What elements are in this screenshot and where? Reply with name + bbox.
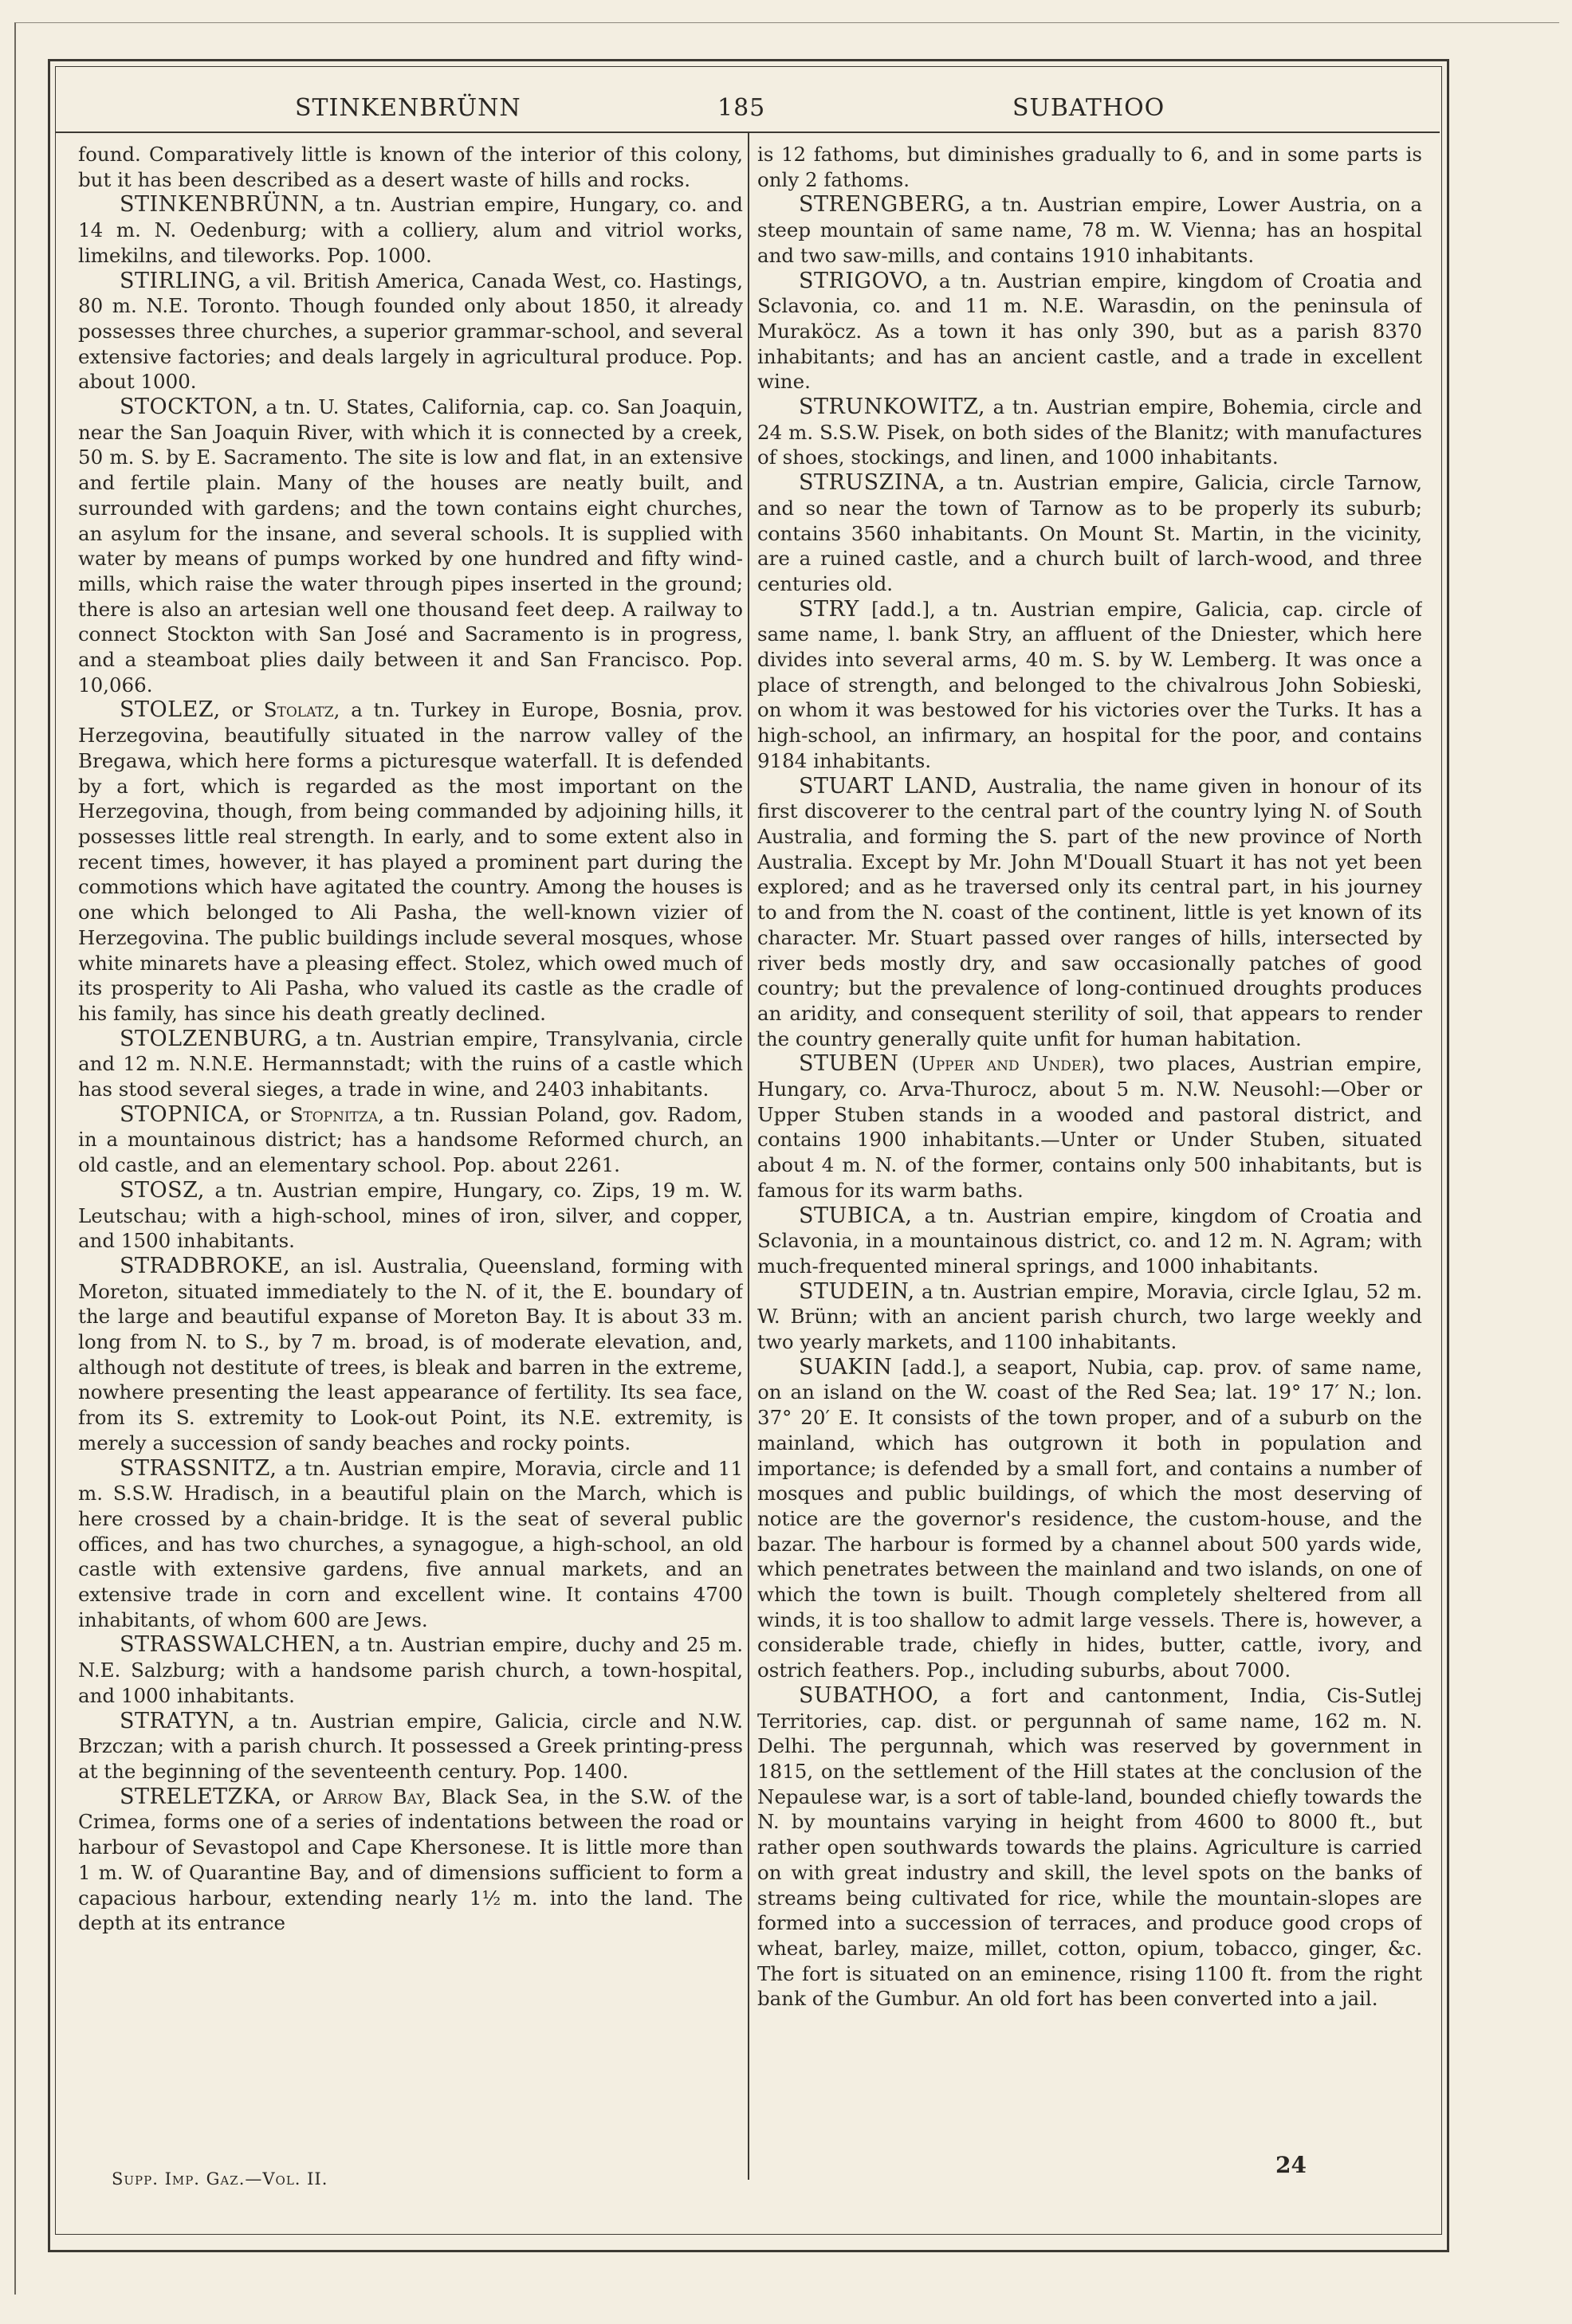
entry-headword: SUAKIN [799,1354,893,1380]
gazetteer-entry [757,395,1422,470]
entry-headword: STRENGBERG, [799,192,972,218]
entry-headword: STRASSWALCHEN, [120,1632,342,1658]
entry-headword: STRY [799,596,859,622]
entry-headword: STIRLING, [120,268,242,293]
entry-headword: SUBATHOO, [799,1682,940,1708]
gazetteer-entry [78,1178,743,1254]
column-divider [748,133,749,2180]
left-column [78,142,743,2166]
entry-connector: ( [898,1052,920,1076]
entry-text: a tn. Austrian empire, Transylvania, circle and 12 m. N.N.E. Hermannstadt; with the ruins of a castle which has stood several sieges, a trade in wine, and 2403 inhabitants. [78,1027,743,1101]
gazetteer-entry [78,1027,743,1102]
entry-headword: STOSZ, [120,1177,206,1203]
gazetteer-entry [78,1784,743,1936]
entry-alt-name: Stopnitza [289,1102,379,1126]
entry-connector: or [250,1102,290,1126]
entry-alt-name: Stolatz [263,698,334,722]
gazetteer-entry [757,1203,1422,1279]
gazetteer-entry [757,470,1422,597]
gazetteer-entry [78,395,743,697]
entry-text: a tn. Austrian empire, Hungary, co. and 14 m. N. Oedenburg; with a colliery, alum and vitriol works, limekilns, and tileworks. Pop. 1000. [78,193,743,267]
entry-continuation [78,142,743,192]
gazetteer-entry [757,1279,1422,1355]
gazetteer-entry [757,1355,1422,1683]
gazetteer-entry [78,1709,743,1784]
entry-headword: STRUSZINA, [799,470,946,496]
entry-text: is 12 fathoms, but diminishes gradually to 6, and in some parts is only 2 fathoms. [757,143,1422,191]
entry-headword: STINKENBRÜNN, [120,192,325,218]
entry-alt-name: Upper and Under [919,1052,1092,1076]
entry-headword: STOLZENBURG, [120,1026,309,1051]
entry-text: [add.], a tn. Austrian empire, Galicia, cap. circle of same name, l. bank Stry, an affluent of the Dniester, which here divides into several arms, 40 m. S. by W. Lemberg. It was once a place of strength, and belonged to the chivalrous John Sobieski, on whom it was bestowed for his victories over the Turks. It has a high-school, an infirmary, an hospital for the poor, and contains 9184 inhabitants. [757,597,1422,772]
entry-text: a tn. Austrian empire, Moravia, circle and 11 m. S.S.W. Hradisch, in a beautiful plain on the March, which is here crossed by a chain-bridge. It is the seat of several public offices, and has two churches, a synagogue, a high-school, an old castle with extensive gardens, five annual markets, and an extensive trade in corn and excellent wine. It contains 4700 inhabitants, of whom 600 are Jews. [78,1456,743,1631]
entry-connector: or [220,698,264,722]
entry-text: a tn. Austrian empire, Lower Austria, on a steep mountain of same name, 78 m. W. Vienna; has an hospital and two saw-mills, and contains 1910 inhabitants. [757,193,1422,267]
entry-headword: STRASSNITZ, [120,1455,277,1481]
running-header [56,94,1440,126]
entry-text: a tn. U. States, California, cap. co. San Joaquin, near the San Joaquin River, with which it is connected by a creek, 50 m. S. by E. Sacramento. The site is low and flat, in an extensive and fertile plain. Many of the houses are neatly built, and surrounded with gardens; and the town contains eight churches, an asylum for the insane, and several schools. It is supplied with water by means of pumps worked by one hundred and fifty wind-mills, which raise the water through pipes inserted in the ground; there is also an artesian well one thousand feet deep. A railway to connect Stockton with San José and Sacramento is in progress, and a steamboat plies daily between it and San Francisco. Pop. 10,066. [78,395,743,697]
gazetteer-entry [757,269,1422,395]
entry-text: , a tn. Turkey in Europe, Bosnia, prov. Herzegovina, beautifully situated in the narrow valley of the Bregawa, which here forms a picturesque waterfall. It is defended by a fort, which is regarded as the most important on the Herzegovina, though, from being commanded by adjoining hills, it possesses little real strength. In early, and to some extent also in recent times, however, it has played a prominent part during the commotions which have agitated the country. Among the houses is one which belonged to Ali Pasha, the well-known vizier of Herzegovina. The public buildings include several mosques, whose white minarets have a pleasing effect. Stolez, which owed much of its prosperity to Ali Pasha, who valued its castle as the cradle of his family, has since his death greatly declined. [78,698,743,1025]
entry-text: a tn. Austrian empire, Moravia, circle Iglau, 52 m. W. Brünn; with an ancient parish church, two large weekly and two yearly markets, and 1100 inhabitants. [757,1279,1422,1354]
entry-text: a tn. Austrian empire, Galicia, circle and N.W. Brzczan; with a parish church. It possessed a Greek printing-press at the beginning of the seventeenth century. Pop. 1400. [78,1709,743,1783]
entry-text: , Black Sea, in the S.W. of the Crimea, forms one of a series of indentations between the road or harbour of Sevastopol and Cape Khersonese. It is little more than 1 m. W. of Quarantine Bay, and of dimensions sufficient to form a capacious harbour, extending nearly 1½ m. into the land. The depth at its entrance [78,1784,743,1935]
entry-text: an isl. Australia, Queensland, forming with Moreton, situated immediately to the N. of it, the E. boundary of the large and beautiful expanse of Moreton Bay. It is about 33 m. long from N. to S., by 7 m. broad, is of moderate elevation, and, although not destitute of trees, is bleak and barren in the extreme, nowhere presenting the least appearance of fertility. Its sea face, from its S. extremity to Look-out Point, its N.E. extremity, is merely a succession of sandy beaches and rocky points. [78,1254,743,1454]
entry-headword: STUBEN [799,1051,899,1077]
entry-text: a tn. Austrian empire, kingdom of Croatia and Sclavonia, co. and 11 m. N.E. Warasdin, on the peninsula of Muraköcz. As a town it has only 390, but as a parish 8370 inhabitants; and has an ancient castle, and a trade in excellent wine. [757,269,1422,394]
entry-connector: or [281,1784,324,1808]
entry-headword: STOCKTON, [120,395,259,420]
entry-headword: STUART LAND, [799,773,978,799]
entry-text: found. Comparatively little is known of the interior of this colony, but it has been described as a desert waste of hills and rocks. [78,143,743,191]
entry-headword: STRADBROKE, [120,1253,291,1278]
gazetteer-entry [757,1683,1422,2012]
entry-headword: STOLEZ, [120,697,221,723]
entry-text: ), two places, Austrian empire, Hungary, co. Arva-Thurocz, about 5 m. N.W. Neusohl:—Ober or Upper Stuben stands in a wooded and pastoral district, and contains 1900 inhabitants.—Unter or Under Stuben, situated about 4 m. N. of the former, contains only 500 inhabitants, but is famous for its warm baths. [757,1052,1422,1202]
entry-headword: STRUNKOWITZ, [799,395,986,420]
page-number: 185 [717,94,766,122]
gazetteer-entry [78,1102,743,1178]
signature-line: Supp. Imp. Gaz.—Vol. II. [112,2169,328,2189]
entry-continuation [757,142,1422,192]
entry-alt-name: Arrow Bay [323,1784,426,1808]
entry-text: a fort and cantonment, India, Cis-Sutlej Territories, cap. dist. or pergunnah of same name, 162 m. N. Delhi. The pergunnah, which was reserved by government in 1815, on the settlement of the Hill states at the conclusion of the Nepaulese war, is a sort of table-land, bounded chiefly towards the N. by mountains varying in height from 4600 to 8000 ft., but rather open southwards towards the plains. Agriculture is carried on with great industry and skill, the level spots on the banks of streams being cultivated for rice, while the mountain-slopes are formed into a succession of terraces, and produce good crops of wheat, barley, maize, millet, cotton, opium, tobacco, ginger, &c. The fort is situated on an eminence, rising 1100 ft. from the right bank of the Gumbur. An old fort has been converted into a jail. [757,1683,1422,2011]
entry-text: a vil. British America, Canada West, co. Hastings, 80 m. N.E. Toronto. Though founded only about 1850, it already possesses three churches, a superior grammar-school, and several extensive factories; and deals largely in agricultural produce. Pop. about 1000. [78,269,743,394]
header-left-catchword: STINKENBRÜNN [295,94,521,122]
signature-mark: 24 [1275,2152,1307,2178]
gazetteer-entry [78,1456,743,1633]
gazetteer-entry [78,269,743,395]
entry-text: a tn. Austrian empire, Bohemia, circle and 24 m. S.S.W. Pisek, on both sides of the Blanitz; with manufactures of shoes, stockings, and linen, and 1000 inhabitants. [757,395,1422,469]
entry-headword: STRIGOVO, [799,268,929,293]
entry-text: a tn. Austrian empire, duchy and 25 m. N.E. Salzburg; with a handsome parish church, a town-hospital, and 1000 inhabitants. [78,1633,743,1707]
entry-text: a tn. Austrian empire, kingdom of Croatia and Sclavonia, in a mountainous district, co. and 12 m. N. Agram; with much-frequented mineral springs, and 1000 inhabitants. [757,1203,1422,1278]
gazetteer-entry [78,192,743,268]
gazetteer-entry [757,1051,1422,1203]
right-column [757,142,1422,2166]
entry-text: [add.], a seaport, Nubia, cap. prov. of same name, on an island on the W. coast of the Red Sea; lat. 19° 17′ N.; lon. 37° 20′ E. It consists of the town proper, and of a suburb on the mainland, which has outgrown it both in population and importance; is defended by a small fort, and contains a number of mosques and public buildings, of which the most deserving of notice are the governor's residence, the custom-house, and the bazar. The harbour is formed by a channel about 500 yards wide, which penetrates between the mainland and two islands, on one of which the town is built. Though completely sheltered from all winds, it is too shallow to admit large vessels. There is, however, a considerable trade, chiefly in hides, butter, cattle, ivory, and ostrich feathers. Pop., including suburbs, about 7000. [757,1355,1422,1682]
entry-text: a tn. Austrian empire, Hungary, co. Zips, 19 m. W. Leutschau; with a high-school, mines of iron, silver, and copper, and 1500 inhabitants. [78,1178,743,1253]
gazetteer-entry [78,697,743,1026]
entry-headword: STRELETZKA, [120,1784,282,1809]
entry-headword: STRATYN, [120,1708,236,1733]
entry-headword: STUBICA, [799,1203,913,1228]
entry-headword: STOPNICA, [120,1101,251,1127]
header-right-catchword: SUBATHOO [1012,94,1165,122]
gazetteer-entry [78,1632,743,1708]
entry-text: Australia, the name given in honour of its first discoverer to the central part of the country lying N. of South Australia, and forming the S. part of the new province of North Australia. Except by Mr. John M'Douall Stuart it has not yet been explored; and as he traversed only its central part, in his journey to and from the N. coast of the continent, little is yet known of its character. Mr. Stuart passed over ranges of hills, intersected by river beds mostly dry, and saw occasionally patches of good country; but the prevalence of long-continued droughts produces an aridity, and consequent sterility of soil, that appears to render the country generally quite unfit for human habitation. [757,774,1422,1050]
gazetteer-entry [78,1254,743,1456]
entry-text: , a tn. Russian Poland, gov. Radom, in a mountainous district; has a handsome Reformed church, an old castle, and an elementary school. Pop. about 2261. [78,1102,743,1177]
gazetteer-entry [757,192,1422,268]
gazetteer-entry [757,597,1422,774]
entry-headword: STUDEIN, [799,1278,915,1304]
entry-text: a tn. Austrian empire, Galicia, circle Tarnow, and so near the town of Tarnow as to be properly its suburb; contains 3560 inhabitants. On Mount St. Martin, in the vicinity, are a ruined castle, and a church built of larch-wood, and three centuries old. [757,471,1422,595]
gazetteer-entry [757,774,1422,1052]
